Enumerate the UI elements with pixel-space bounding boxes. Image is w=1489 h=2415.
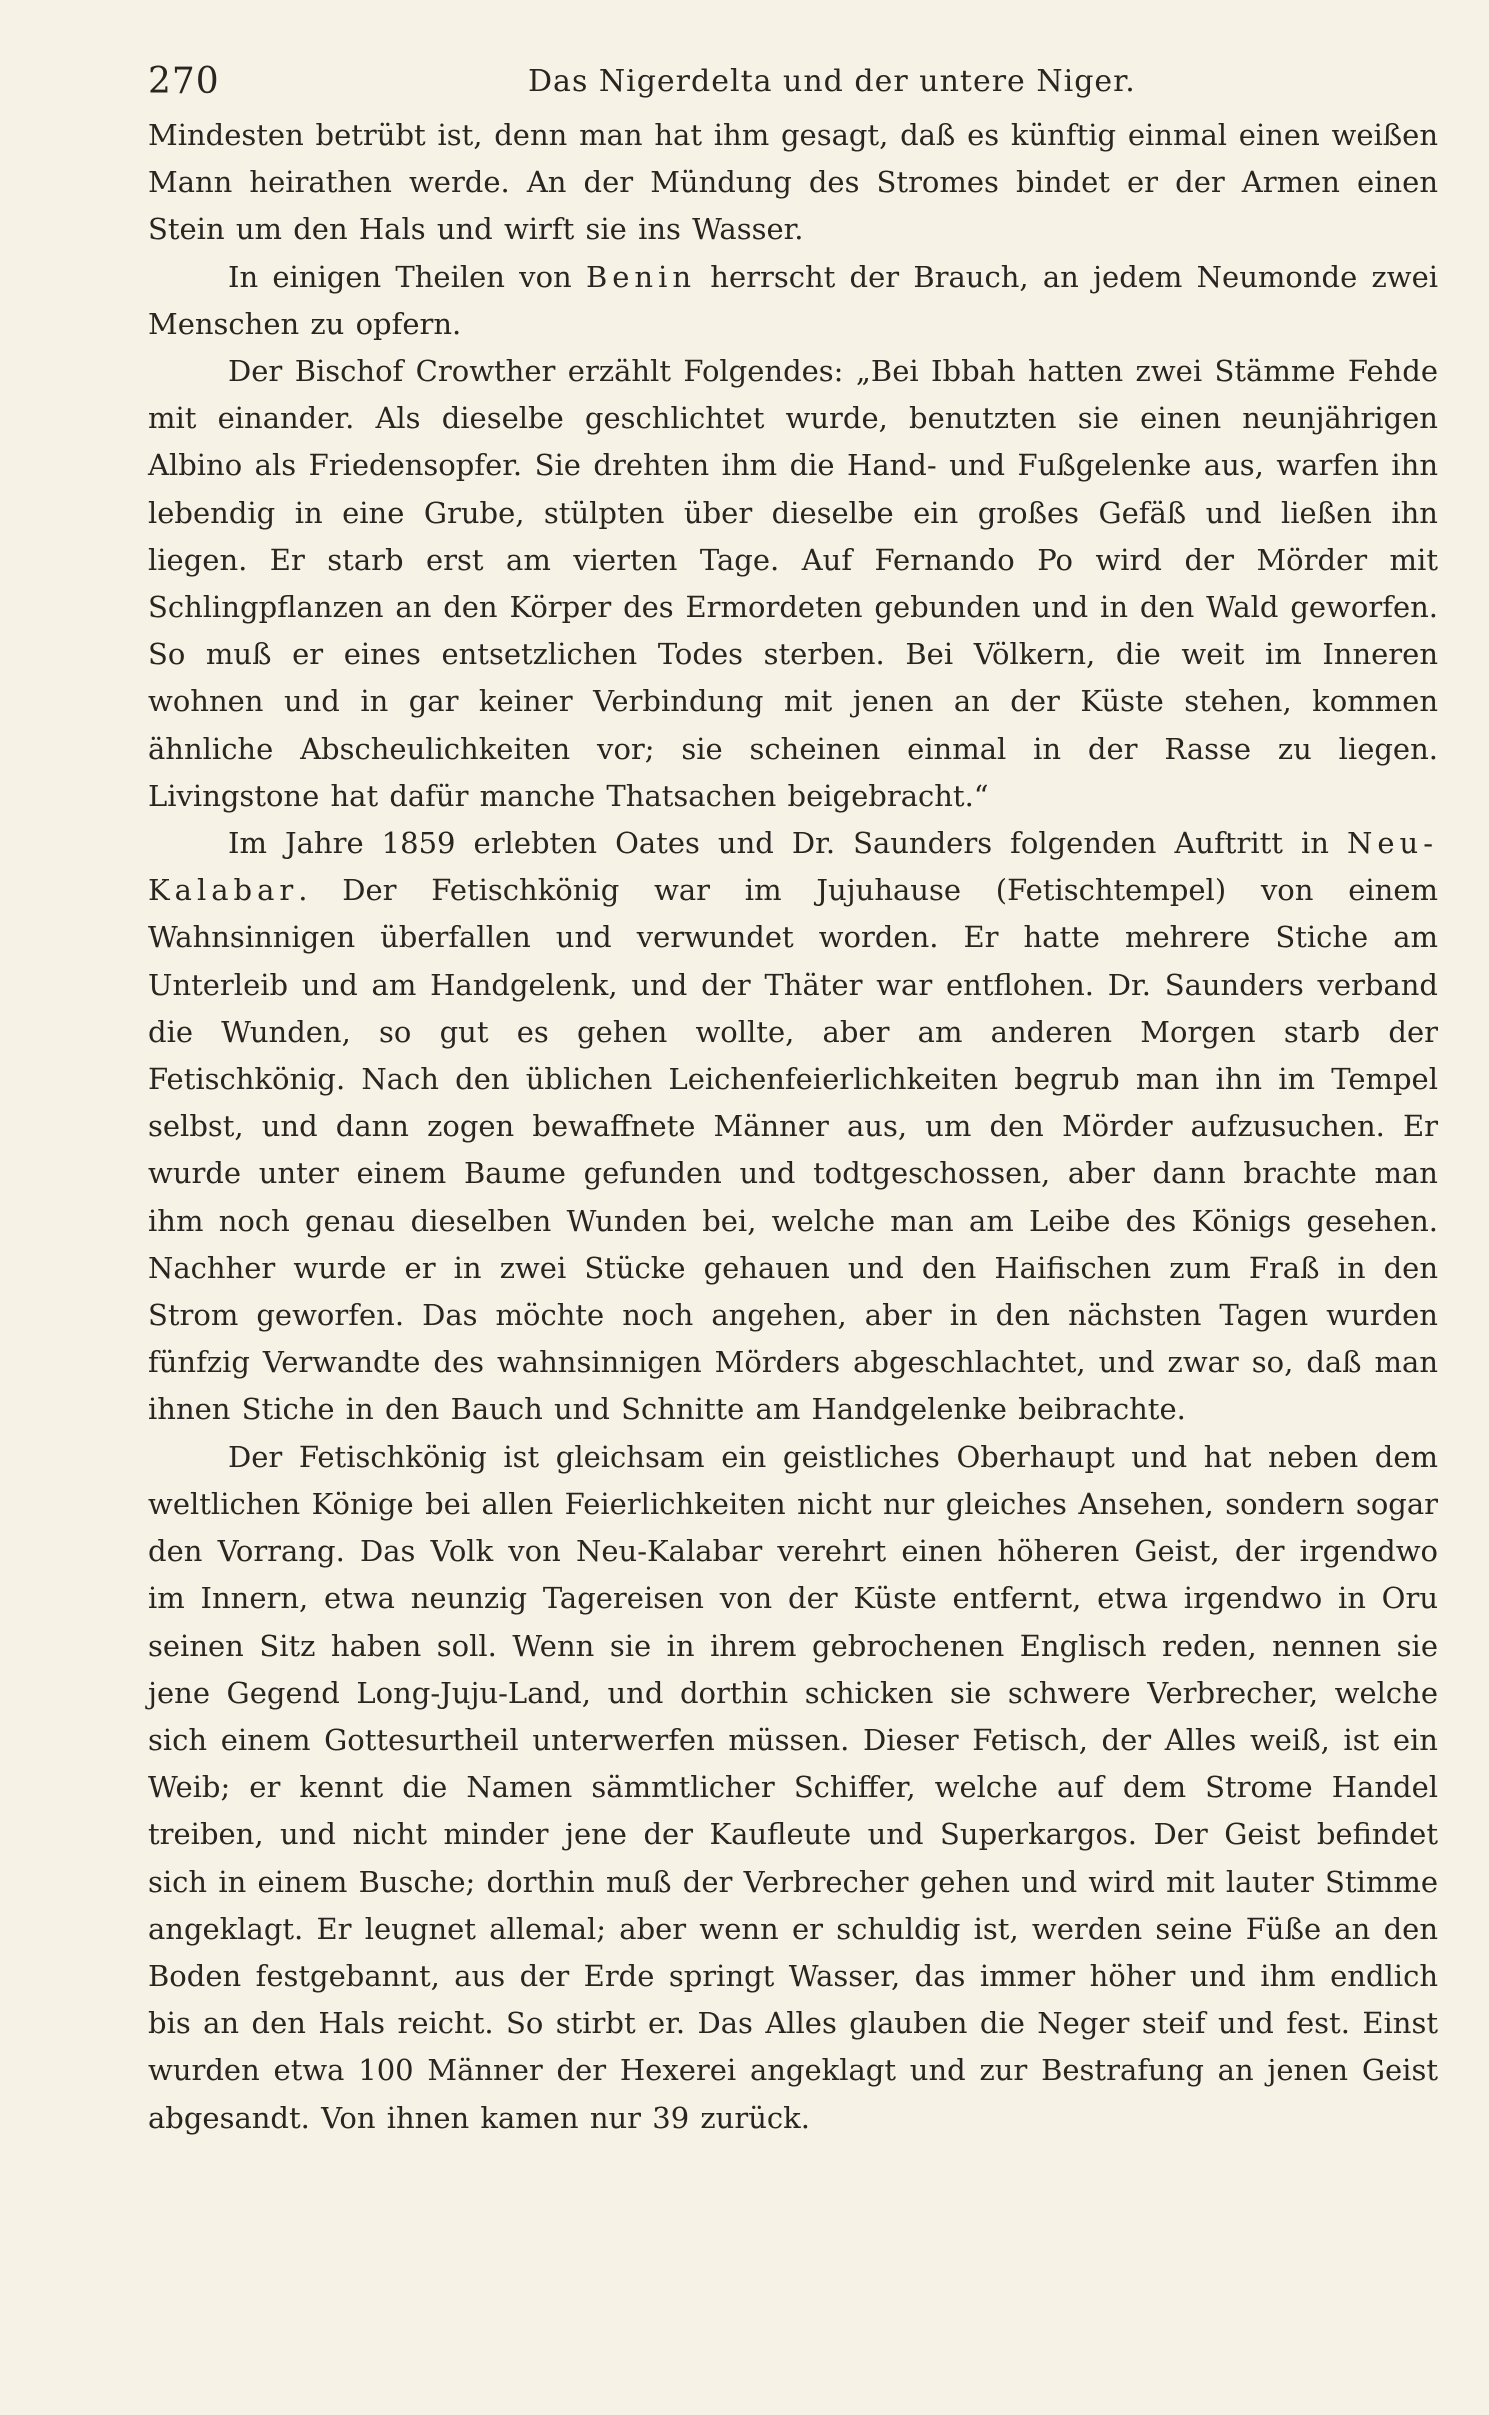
body-text (148, 112, 1438, 2142)
spaced-name: Neu-Kalabar (148, 826, 1438, 908)
text-run: Der Fetischkönig ist gleichsam ein geistliches Oberhaupt und hat neben dem weltlichen Könige bei allen Feierlichkeiten nicht nur gleiches Ansehen, sondern sogar den Vorrang. Das Volk von Neu-Kalabar verehrt einen höheren Geist, der irgendwo im Innern, etwa neunzig Tagereisen von der Küste entfernt, etwa irgendwo in Oru seinen Sitz haben soll. Wenn sie in ihrem gebrochenen Englisch reden, nennen sie jene Gegend Long-Juju-Land, und dorthin schicken sie schwere Verbrecher, welche sich einem Gottesurtheil unterwerfen müssen. Dieser Fetisch, der Alles weiß, ist ein Weib; er kennt die Namen sämmtlicher Schiffer, welche auf dem Strome Handel treiben, und nicht minder jene der Kaufleute und Superkargos. Der Geist befindet sich in einem Busche; dorthin muß der Verbrecher gehen und wird mit lauter Stimme angeklagt. Er leugnet allemal; aber wenn er schuldig ist, werden seine Füße an den Boden festgebannt, aus der Erde springt Wasser, das immer höher und ihm endlich bis an den Hals reicht. So stirbt er. Das Alles glauben die Neger steif und fest. Einst wurden etwa 100 Männer der Hexerei angeklagt und zur Bestrafung an jenen Geist abgesandt. Von ihnen kamen nur 39 zurück. (148, 1439, 1438, 2135)
book-page (148, 52, 1438, 2142)
paragraph (148, 820, 1438, 1434)
paragraph (148, 348, 1438, 820)
text-run: Mindesten betrübt ist, denn man hat ihm gesagt, daß es künftig einmal einen weißen Mann heirathen werde. An der Mündung des Stromes bindet er der Armen einen Stein um den Hals und wirft sie ins Wasser. (148, 118, 1438, 247)
paragraph (148, 254, 1438, 348)
text-run: Der Bischof Crowther erzählt Folgendes: „Bei Ibbah hatten zwei Stämme Fehde mit einander. Als dieselbe geschlichtet wurde, benutzten sie einen neunjährigen Albino als Friedensopfer. Sie drehten ihm die Hand- und Fußgelenke aus, warfen ihn lebendig in eine Grube, stülpten über dieselbe ein großes Gefäß und ließen ihn liegen. Er starb erst am vierten Tage. Auf Fernando Po wird der Mörder mit Schlingpflanzen an den Körper des Ermordeten gebunden und in den Wald geworfen. So muß er eines entsetzlichen Todes sterben. Bei Völkern, die weit im Inneren wohnen und in gar keiner Verbindung mit jenen an der Küste stehen, kommen ähnliche Abscheulichkeiten vor; sie scheinen einmal in der Rasse zu liegen. Livingstone hat dafür manche Thatsachen beigebracht.“ (148, 354, 1438, 813)
text-run: herrscht der Brauch, an jedem Neumonde zwei Menschen zu opfern. (148, 259, 1439, 341)
text-run: Im Jahre 1859 erlebten Oates und Dr. Saunders folgenden Auftritt in (228, 826, 1347, 861)
spaced-name: Benin (585, 259, 697, 294)
page-number: 270 (148, 61, 220, 102)
text-run: In einigen Theilen von (228, 259, 586, 294)
text-run: . Der Fetischkönig war im Jujuhause (Fetischtempel) von einem Wahnsinnigen überfallen und verwundet worden. Er hatte mehrere Stiche am Unterleib und am Handgelenk, und der Thäter war entflohen. Dr. Saunders verband die Wunden, so gut es gehen wollte, aber am anderen Morgen starb der Fetischkönig. Nach den üblichen Leichenfeierlichkeiten begrub man ihn im Tempel selbst, und dann zogen bewaffnete Männer aus, um den Mörder aufzusuchen. Er wurde unter einem Baume gefunden und todtgeschossen, aber dann brachte man ihm noch genau dieselben Wunden bei, welche man am Leibe des Königs gesehen. Nachher wurde er in zwei Stücke gehauen und den Haifischen zum Fraß in den Strom geworfen. Das möchte noch angehen, aber in den nächsten Tagen wurden fünfzig Verwandte des wahnsinnigen Mörders abgeschlachtet, und zwar so, daß man ihnen Stiche in den Bauch und Schnitte am Handgelenke beibrachte. (148, 873, 1438, 1427)
paragraph (148, 112, 1438, 254)
running-head: Das Nigerdelta und der untere Niger. (528, 64, 1136, 99)
paragraph (148, 1434, 1438, 2142)
page-header (148, 52, 1438, 112)
